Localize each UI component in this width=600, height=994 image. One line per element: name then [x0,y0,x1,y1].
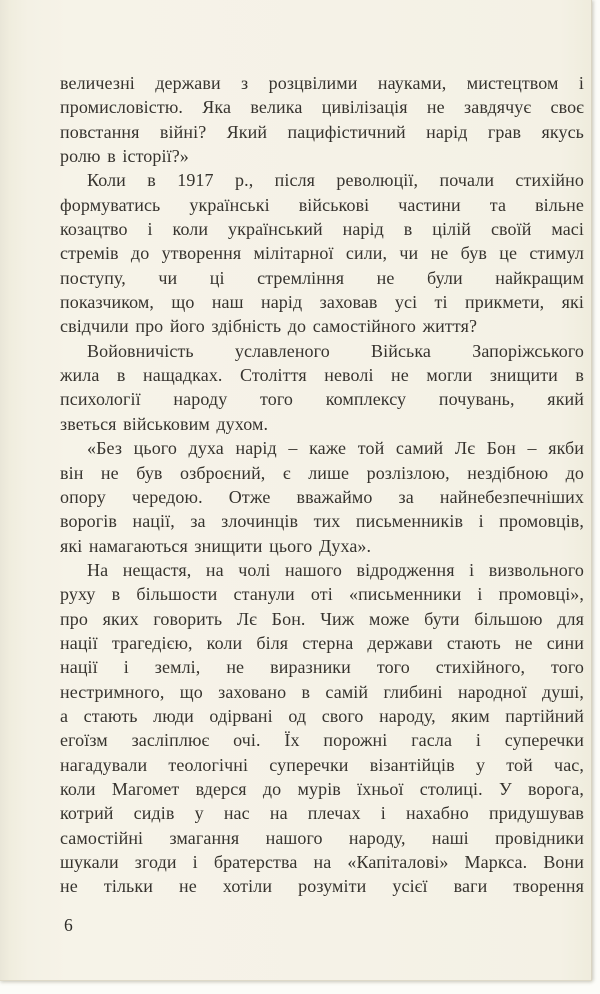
text-line: а стають люди одірвані од свого народу, яким партійний [60,705,584,726]
text-line: козацтво і коли український нарід в цілій своїй масі [60,219,584,240]
text-line: нації трагедією, коли біля стерна держави стають не сини [60,632,584,653]
text-line: коли Магомет вдерся до мурів їхньої столиці. У ворога, [60,778,584,799]
text-line: Коли в 1917 р., після революції, почали стихійно [87,170,584,191]
text-line: шукали згоди і братерства на «Капіталові» Маркса. Вони [60,852,584,872]
text-line: показчиком, що наш нарід заховав усі ті прикмети, які [60,292,584,313]
text-line: «Без цього духа нарід – каже той самий Лє Бон – якби [87,438,584,459]
text-line: психології народу того комплексу почувань, який [60,389,584,410]
text-line: стремів до утворення мілітарної сили, чи не був це стимул [60,243,584,264]
text-line: опору чередою. Отже вважаймо за найнебезпечніших [60,486,584,507]
text-block [60,71,584,899]
text-line: нагадували теологічні суперечки візантійців у той час, [60,754,584,775]
text-line: нестримного, що заховано в самій глибині народної душі, [60,681,584,702]
text-line: котрий сидів у нас на плечах і нахабно придушував [60,803,584,824]
page-number: 6 [64,915,73,935]
text-line: про яких говорить Лє Бон. Чиж може бути більшою для [60,608,584,629]
text-line: На нещастя, на чолі нашого відродження і визвольного [87,559,584,580]
text-line: які намагаються знищити цього Духа». [60,535,372,556]
text-line: самостійні змагання нашого народу, наші провідники [60,827,584,848]
text-line: жила в нащадках. Століття неволі не могли знищити в [60,365,584,386]
text-line: поступу, чи ці стремління не були найкращим [60,267,584,288]
text-line: не тільки не хотіли розуміти усієї ваги творення [60,876,584,897]
text-line: він не був озброєний, є лише розлізлою, нездібною до [60,462,584,483]
text-line: зветься військовим духом. [60,413,269,434]
text-line: ворогів нації, за злочинців тих письменників і промовців, [60,511,584,532]
text-line: егоїзм засліплює очі. Їх порожні гасла і суперечки [60,730,584,751]
text-line: формуватись українські військові частини та вільне [60,194,584,215]
text-line: промисловістю. Яка велика цивілізація не завдячує своє [60,97,584,118]
text-line: повстання війні? Який пацифістичний нарід грав якусь [60,121,584,142]
text-line: нації і землі, не виразники того стихійного, того [60,657,584,678]
text-line: величезні держави з розцвілими науками, мистецтвом і [60,73,584,93]
text-line: Войовничість уславленого Війська Запоріжського [87,340,584,361]
text-line: руху в більшости станули оті «письменники і промовці», [60,584,584,605]
text-line: свідчили про його здібність до самостійного життя? [60,316,478,337]
text-line: ролю в історії?» [60,146,189,167]
